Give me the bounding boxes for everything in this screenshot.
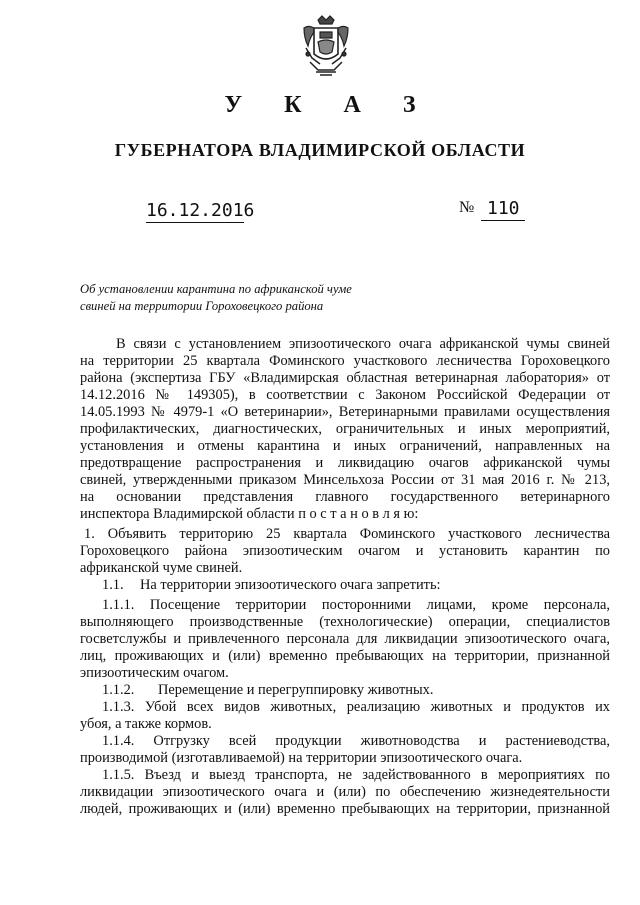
document-title: У К А З bbox=[224, 92, 434, 118]
subject-line: свиней на территории Гороховецкого района bbox=[80, 299, 324, 313]
item-1-1-5-paragraph bbox=[80, 767, 610, 818]
text-line: производимой (изготавливаемой) на территории эпизоотического очага. bbox=[80, 750, 523, 766]
item-1-1-4-paragraph bbox=[80, 733, 610, 767]
text-line: установления и отмены карантина и иных ограничений, направленных на bbox=[80, 438, 610, 454]
text-line: африканской чуме свиней. bbox=[80, 560, 243, 576]
text-line: на основании представления главного государственного ветеринарного bbox=[80, 489, 610, 505]
text-line: ликвидации эпизоотического очага и (или) по обеспечению жизнедеятельности bbox=[80, 784, 610, 800]
item-number: 1.1. bbox=[102, 577, 124, 593]
text-line: людей, проживающих и (или) временно пребывающих на территории, признанной bbox=[80, 801, 610, 817]
text-line: 1.1.4. Отгрузку всей продукции животноводства и растениеводства, bbox=[102, 733, 610, 749]
item-1-1-1-paragraph bbox=[80, 597, 610, 682]
subject-line: Об установлении карантина по африканской чуме bbox=[80, 282, 352, 296]
text-line: 1.1.5. Въезд и выезд транспорта, не задействованного в мероприятиях по bbox=[102, 767, 610, 783]
decree-number-label: № bbox=[459, 199, 475, 216]
decree-subject bbox=[80, 281, 352, 315]
text-line: 1. Объявить территорию 25 квартала Фоминского участкового лесничества bbox=[84, 526, 610, 542]
decree-number: 110 bbox=[481, 198, 525, 221]
text-line: 14.12.2016 № 149305), в соответствии с Законом Российской Федерации от bbox=[80, 387, 610, 403]
text-line: В связи с установлением эпизоотического очага африканской чумы свиней bbox=[116, 336, 610, 352]
text-line: 1.1.1. Посещение территории посторонними лицами, кроме персонала, bbox=[102, 597, 610, 613]
text-line: инспектора Владимирской области п о с т а н о в л я ю: bbox=[80, 506, 419, 522]
item-text: На территории эпизоотического очага запретить: bbox=[140, 577, 441, 593]
text-line: Гороховецкого района эпизоотическим очагом и установить карантин по bbox=[80, 543, 610, 559]
text-line: предотвращение распространения и ликвидацию очагов африканской чумы bbox=[80, 455, 610, 471]
coat-of-arms-emblem bbox=[296, 14, 356, 78]
document-subtitle: ГУБЕРНАТОРА ВЛАДИМИРСКОЙ ОБЛАСТИ bbox=[114, 140, 526, 160]
text-line: 1.1.3. Убой всех видов животных, реализацию животных и продуктов их bbox=[102, 699, 610, 715]
document-body bbox=[80, 336, 610, 818]
item-1-paragraph bbox=[80, 526, 610, 577]
text-line: эпизоотическим очагом. bbox=[80, 665, 229, 681]
text-line: профилактических, диагностических, ограничительных и иных мероприятий, bbox=[80, 421, 610, 437]
text-line: выполняющего производственные (технологические) операции, специалистов bbox=[80, 614, 610, 630]
preamble-paragraph bbox=[80, 336, 610, 523]
text-line: 14.05.1993 № 4979-1 «О ветеринарии», Ветеринарными правилами осуществления bbox=[80, 404, 610, 420]
item-1-1-2-paragraph bbox=[80, 682, 610, 699]
text-line: на территории 25 квартала Фоминского участкового лесничества Гороховецкого bbox=[80, 353, 610, 369]
text-line: свиней, утвержденными приказом Минсельхоза России от 31 мая 2016 г. № 213, bbox=[80, 472, 610, 488]
text-line: лиц, проживающих и (или) временно пребывающих на территории, признанной bbox=[80, 648, 610, 664]
text-line: района (экспертиза ГБУ «Владимирская областная ветеринарная лаборатория» от bbox=[80, 370, 610, 386]
item-number: 1.1.2. bbox=[102, 682, 135, 698]
text-line: убоя, а также кормов. bbox=[80, 716, 212, 732]
item-1-1-paragraph bbox=[80, 577, 610, 594]
text-line: госветслужбы и привлеченного персонала для ликвидации эпизоотического очага, bbox=[80, 631, 610, 647]
item-1-1-3-paragraph bbox=[80, 699, 610, 733]
decree-date: 16.12.2016 bbox=[146, 200, 255, 221]
item-text: Перемещение и перегруппировку животных. bbox=[158, 682, 434, 698]
